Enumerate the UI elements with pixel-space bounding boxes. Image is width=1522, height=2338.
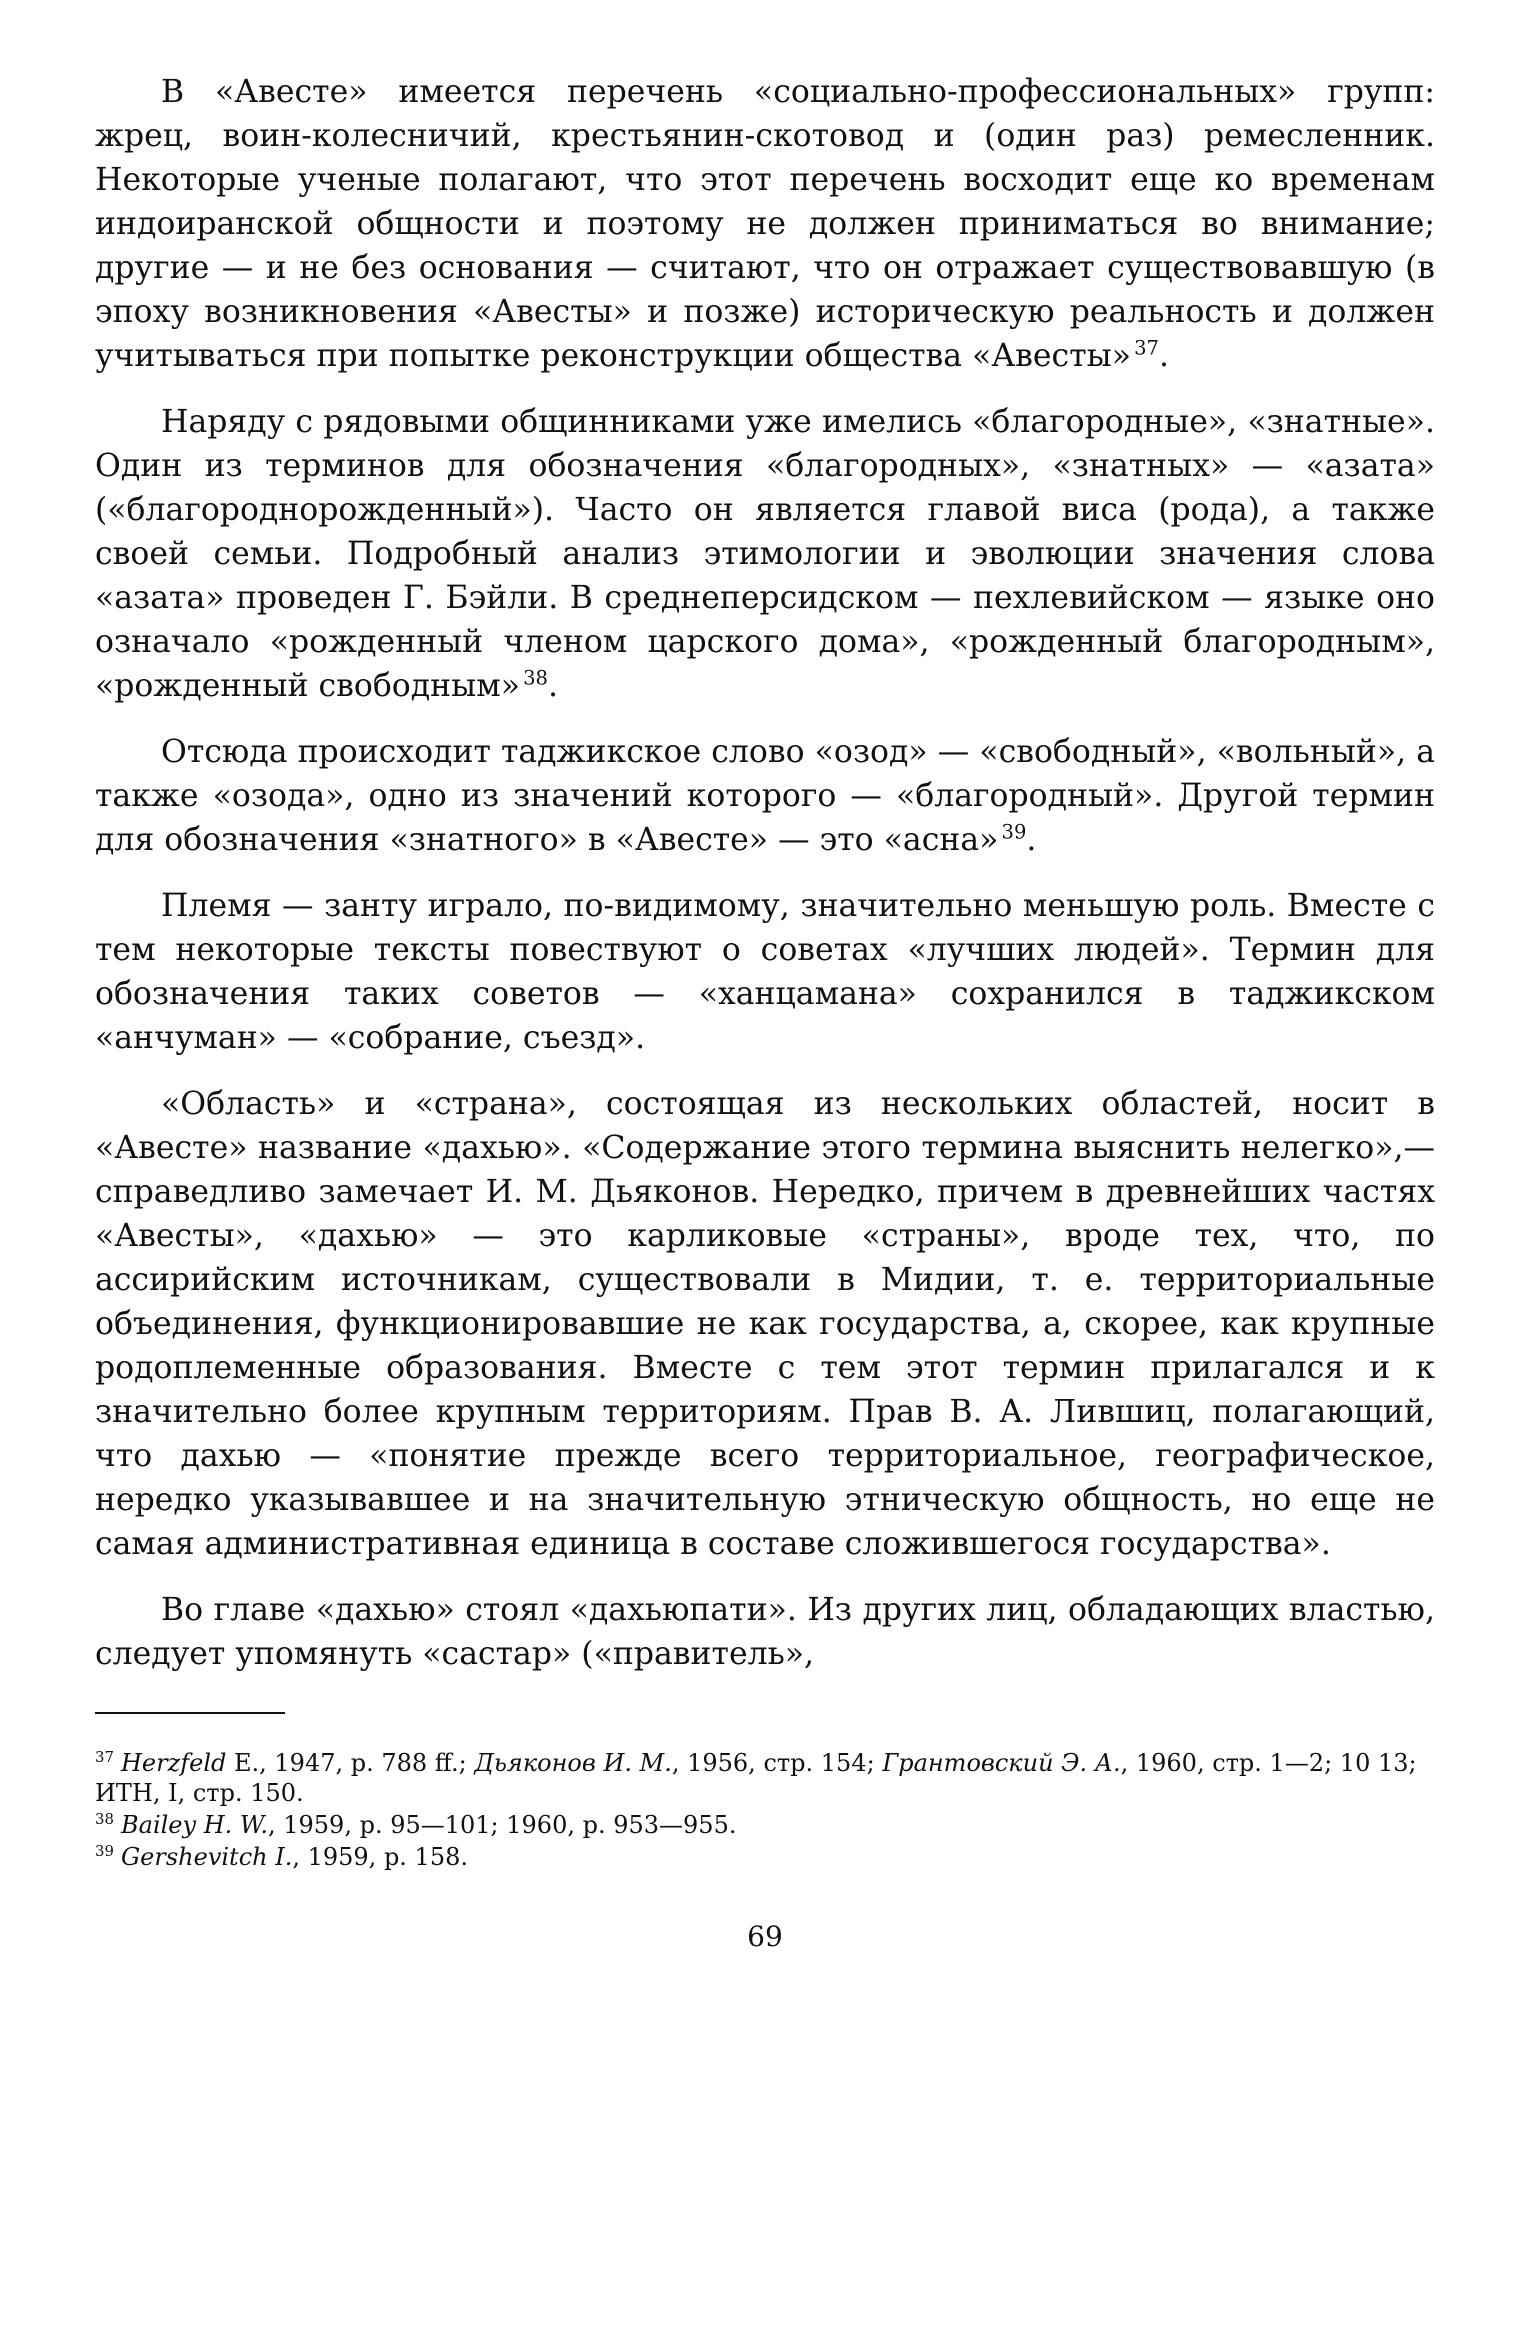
footnote-text: , 1959, p. 158. — [292, 1843, 468, 1871]
footnote-ref-37[interactable]: 37 — [1134, 336, 1159, 360]
footnote-author: Bailey H. W. — [121, 1811, 268, 1839]
page-number: 69 — [747, 1920, 783, 1953]
footnote-ref-39[interactable]: 39 — [1001, 820, 1027, 844]
paragraph-6: Во главе «дахью» стоял «дахьюпати». Из других лиц, обладающих властью, следует упомянуть «састар» («правитель», — [95, 1592, 1435, 1672]
footnote-author: Дьяконов И. М. — [474, 1749, 672, 1777]
paragraph-1-text: В «Авесте» имеется перечень «социально-профессиональных» групп: жрец, воин-колесничий, крестьянин-скотовод и (один раз) ремесленник. Некоторые ученые полагают, что этот перечень восходит еще ко временам индоиранской общности и поэтому не должен приниматься во внимание; другие — и не без основания — считают, что он отражает существовавшую (в эпоху возникновения «Авесты» и позже) историческую реальность и должен учитываться при попытке реконструкции общества «Авесты» — [95, 74, 1435, 374]
paragraph-4: Племя — занту играло, по-видимому, значительно меньшую роль. Вместе с тем некоторые тексты повествуют о советах «лучших людей». Термин для обозначения таких советов — «ханцамана» сохранился в таджикском «анчуман» — «собрание, съезд». — [95, 888, 1435, 1056]
paragraph-5: «Область» и «страна», состоящая из нескольких областей, носит в «Авесте» название «дахью». «Содержание этого термина выяснить нелегко»,— справедливо замечает И. М. Дьяконов. Нередко, причем в древнейших частях «Авесты», «дахью» — это карликовые «страны», вроде тех, что, по ассирийским источникам, существовали в Мидии, т. е. территориальные объединения, функционировавшие не как государства, а, скорее, как крупные родоплеменные образования. Вместе с тем этот термин прилагался и к значительно более крупным территориям. Прав В. А. Лившиц, полагающий, что дахью — «понятие прежде всего территориальное, географическое, нередко указывавшее и на значительную этническую общность, но еще не самая административная единица в составе сложившегося государства». — [95, 1086, 1435, 1562]
footnote-ref-38[interactable]: 38 — [523, 666, 548, 690]
paragraph-2-text: Наряду с рядовыми общинниками уже имелись «благородные», «знатные». Один из терминов для обозначения «благородных», «знатных» — «азата» («благороднорожденный»). Часто он является главой виса (рода), а также своей семьи. Подробный анализ этимологии и эволюции значения слова «азата» проведен Г. Бэйли. В среднеперсидском — пехлевийском — языке оно означало «рожденный членом царского дома», «рожденный благородным», «рожденный свободным» — [95, 404, 1435, 704]
footnote-38: $^{38}$ Bailey H. W., 1959, p. 95—101; 1960, p. 953—955. — [95, 1810, 737, 1839]
footnote-39: $^{39}$ Gershevitch I., 1959, p. 158. — [95, 1842, 468, 1871]
footnote-author: Gershevitch I. — [121, 1843, 293, 1871]
footnote-text: , 1956, стр. 154; — [671, 1749, 883, 1777]
paragraph-2: Наряду с рядовыми общинниками уже имелись «благородные», «знатные». Один из терминов для обозначения «благородных», «знатных» — «азата» («благороднорожденный»). Часто он является главой виса (рода), а также своей семьи. Подробный анализ этимологии и эволюции значения слова «азата» проведен Г. Бэйли. В среднеперсидском — пехлевийском — языке оно означало «рожденный членом царского дома», «рожденный благородным», «рожденный свободным» $^{38}$. — [95, 404, 1435, 704]
paragraph-1: В «Авесте» имеется перечень «социально-профессиональных» групп: жрец, воин-колесничий, крестьянин-скотовод и (один раз) ремесленник. Некоторые ученые полагают, что этот перечень восходит еще ко временам индоиранской общности и поэтому не должен приниматься во внимание; другие — и не без основания — считают, что он отражает существовавшую (в эпоху возникновения «Авесты» и позже) историческую реальность и должен учитываться при попытке реконструкции общества «Авесты» $^{37}$. — [95, 74, 1435, 374]
footnote-author: Грантовский Э. А. — [882, 1749, 1121, 1777]
footnote-37: $^{37}$ Herzfeld E., 1947, p. 788 ff.; Дьяконов И. М., 1956, стр. 154; Грантовский Э. А., 1960, стр. 1—2; 10 13; ИТН, I, стр. 150. — [95, 1748, 1417, 1807]
footnote-author: Herzfeld — [121, 1749, 227, 1777]
paragraph-3: Отсюда происходит таджикское слово «озод» — «свободный», «вольный», а также «озода», одно из значений которого — «благородный». Другой термин для обозначения «знатного» в «Авесте» — это «асна» $^{39}$. — [95, 734, 1435, 858]
footnote-text: , 1959, p. 95—101; 1960, p. 953—955. — [267, 1811, 737, 1839]
paragraph-3-text: Отсюда происходит таджикское слово «озод» — «свободный», «вольный», а также «озода», одно из значений которого — «благородный». Другой термин для обозначения «знатного» в «Авесте» — это «асна» — [95, 734, 1435, 858]
footnote-text: , 1960, стр. 1—2; 10 13; ИТН, I, стр. 150. — [95, 1749, 1417, 1807]
page-content — [95, 70, 1435, 1953]
footnote-divider — [95, 1712, 285, 1714]
footnotes — [95, 1748, 1435, 1872]
footnote-text: E., 1947, p. 788 ff.; — [226, 1749, 475, 1777]
